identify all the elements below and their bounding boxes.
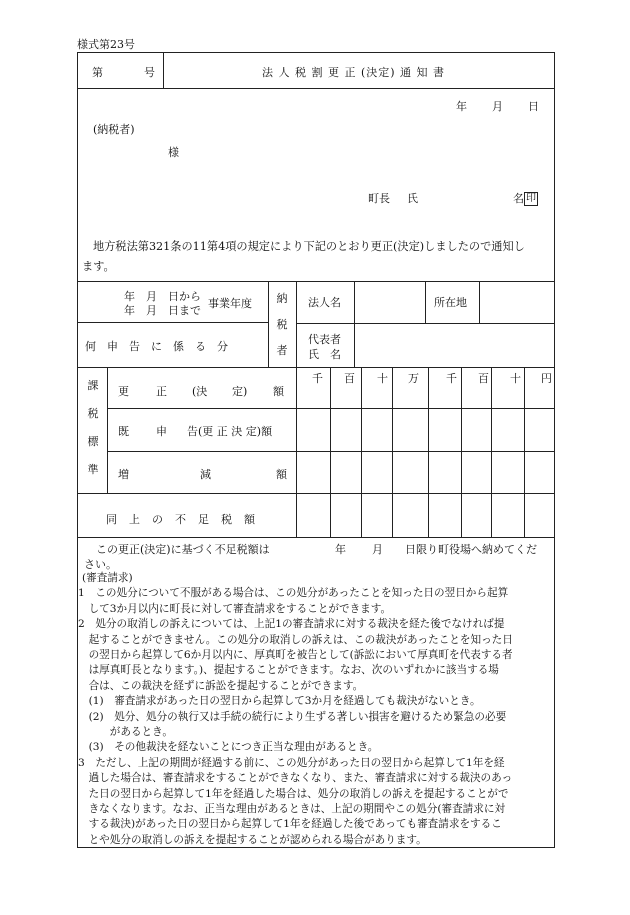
payment-text-d: 日限り町役場へ納めてくだ xyxy=(405,543,537,556)
divider xyxy=(296,323,555,324)
divider xyxy=(479,281,480,323)
digit-divider xyxy=(491,367,492,537)
note-line: の翌日から起算して6か月以内に、厚真町を被告として(訴訟において厚真町を代表する者 xyxy=(78,649,513,661)
note-line: (3) その他裁決を経ないことにつき正当な理由があるとき。 xyxy=(78,741,379,754)
shortfall-label: 同 上 の 不 足 税 額 xyxy=(106,513,256,526)
digit-header: 円 xyxy=(541,372,552,385)
date-day: 日 xyxy=(528,100,539,113)
digit-header: 千 xyxy=(446,372,457,385)
note-heading: (審査請求) xyxy=(82,572,133,584)
note-line: 2 処分の取消しの訴えについては、上記1の審査請求に対する裁決を経た後でなければ提 xyxy=(78,618,505,631)
kazei-4: 準 xyxy=(87,463,99,476)
divider xyxy=(107,451,296,452)
divider xyxy=(296,451,555,452)
divider xyxy=(268,281,269,367)
digit-divider xyxy=(392,367,393,537)
divider xyxy=(77,322,268,323)
digit-header: 万 xyxy=(408,372,419,385)
address-label: 所在地 xyxy=(434,296,467,309)
taxpayer-side-3: 者 xyxy=(276,344,288,357)
change-row-2: 減 xyxy=(200,468,211,481)
divider xyxy=(296,281,297,367)
kazei-3: 標 xyxy=(87,435,99,448)
existing-row-3: 告(更 正 決 定)額 xyxy=(187,425,273,438)
digit-divider xyxy=(461,367,462,537)
divider xyxy=(77,281,555,282)
digit-header: 十 xyxy=(377,372,388,385)
note-line: する裁決)があった日の翌日から起算して1年を経過した後であっても審査請求をするこ xyxy=(78,818,502,831)
taxpayer-side-1: 納 xyxy=(276,292,288,305)
note-line: とや処分の取消しの訴えを提起することが認められる場合があります。 xyxy=(78,833,427,846)
correction-row-4: 定) xyxy=(232,385,248,398)
note-line: 3 ただし、上記の期間が経過する前に、この処分があった日の翌日から起算して1年を経 xyxy=(78,756,505,769)
kazei-1: 課 xyxy=(87,379,99,392)
correction-row-3: (決 xyxy=(192,385,208,398)
corporation-name-label: 法人名 xyxy=(308,296,341,309)
period-from: 年 月 日から xyxy=(124,290,201,303)
divider xyxy=(163,52,164,88)
kazei-2: 税 xyxy=(87,407,99,420)
note-line: 合は、この裁決を経ずに訴訟を提起することができます。 xyxy=(78,679,364,692)
digit-divider xyxy=(428,367,429,537)
divider xyxy=(296,408,555,409)
taxpayer-side-2: 税 xyxy=(276,318,288,331)
divider xyxy=(77,493,555,494)
note-line: (1) 審査請求があった日の翌日から起算して3か月を経過しても裁決がないとき。 xyxy=(78,695,481,708)
note-line: があるとき。 xyxy=(78,726,173,738)
change-row-1: 増 xyxy=(118,468,129,481)
payment-month: 月 xyxy=(372,543,383,556)
correction-row-2: 正 xyxy=(156,385,167,398)
name-label: 氏 名 xyxy=(308,348,341,361)
fiscal-year-label: 事業年度 xyxy=(208,297,252,310)
mayor-mei xyxy=(513,190,538,206)
divider xyxy=(107,408,296,409)
date-year: 年 xyxy=(456,100,467,113)
intro-line-1: 地方税法第321条の11第4項の規定により下記のとおり更正(決定)しましたので通知し xyxy=(93,240,525,253)
payment-year: 年 xyxy=(335,543,346,556)
note-line: して3か月以内に町長に対して審査請求をすることができます。 xyxy=(78,602,392,615)
note-line: きなくなります。なお、正当な理由があるときは、上記の期間やこの処分(審査請求に対 xyxy=(78,803,506,815)
mayor-title: 町長 xyxy=(368,192,390,205)
note-line: 過した場合は、審査請求をすることができなくなり、また、審査請求に対する裁決のあっ xyxy=(78,772,513,785)
divider xyxy=(107,367,108,493)
honorific-sama: 様 xyxy=(168,146,179,159)
document-title: 法 人 税 割 更 正 (決定) 通 知 書 xyxy=(262,66,446,79)
number-prefix: 第 xyxy=(92,66,103,79)
intro-line-2: ます。 xyxy=(82,260,115,273)
number-suffix: 号 xyxy=(144,66,155,79)
taxpayer-label: (納税者) xyxy=(93,123,135,136)
note-line: た日の翌日から起算して1年を経過した場合は、処分の取消しの訴えを提起することがで xyxy=(78,787,509,800)
divider xyxy=(296,367,297,537)
period-to: 年 月 日まで xyxy=(124,304,201,317)
payment-text-a: この更正(決定)に基づく不足税額は xyxy=(96,543,270,556)
correction-row-5: 額 xyxy=(273,385,284,398)
declaration-label: 何 申 告 に 係 る 分 xyxy=(85,340,228,353)
digit-divider xyxy=(330,367,331,537)
note-line: (2) 処分、処分の執行又は手続の続行により生ずる著しい損害を避けるため緊急の必要 xyxy=(78,710,507,723)
note-line: 起することができません。この処分の取消しの訴えは、この裁決があったことを知った日 xyxy=(78,633,513,646)
digit-header: 十 xyxy=(510,372,521,385)
divider xyxy=(354,281,355,367)
mayor-mei-text: 名 xyxy=(513,192,524,205)
digit-header: 千 xyxy=(312,372,323,385)
note-line: 1 この処分について不服がある場合は、この処分があったことを知った日の翌日から起算 xyxy=(78,587,509,600)
mayor-shi: 氏 xyxy=(407,192,418,205)
form-number: 様式第23号 xyxy=(77,38,135,51)
note-line: は厚真町長となります。)、提起することができます。なお、次のいずれかに該当する場 xyxy=(78,664,499,677)
divider xyxy=(77,537,555,538)
digit-divider xyxy=(524,367,525,537)
divider xyxy=(425,281,426,323)
existing-row-2: 申 xyxy=(156,425,167,438)
divider xyxy=(77,88,555,89)
seal-mark: 印 xyxy=(526,193,536,204)
digit-header: 百 xyxy=(478,372,489,385)
payment-text-2: さい。 xyxy=(84,558,117,571)
digit-divider xyxy=(361,367,362,537)
existing-row-1: 既 xyxy=(118,425,129,438)
digit-header: 百 xyxy=(344,372,355,385)
divider xyxy=(77,367,555,368)
correction-row-1: 更 xyxy=(118,385,129,398)
change-row-3: 額 xyxy=(276,468,287,481)
representative-label: 代表者 xyxy=(308,333,341,346)
date-month: 月 xyxy=(492,100,503,113)
